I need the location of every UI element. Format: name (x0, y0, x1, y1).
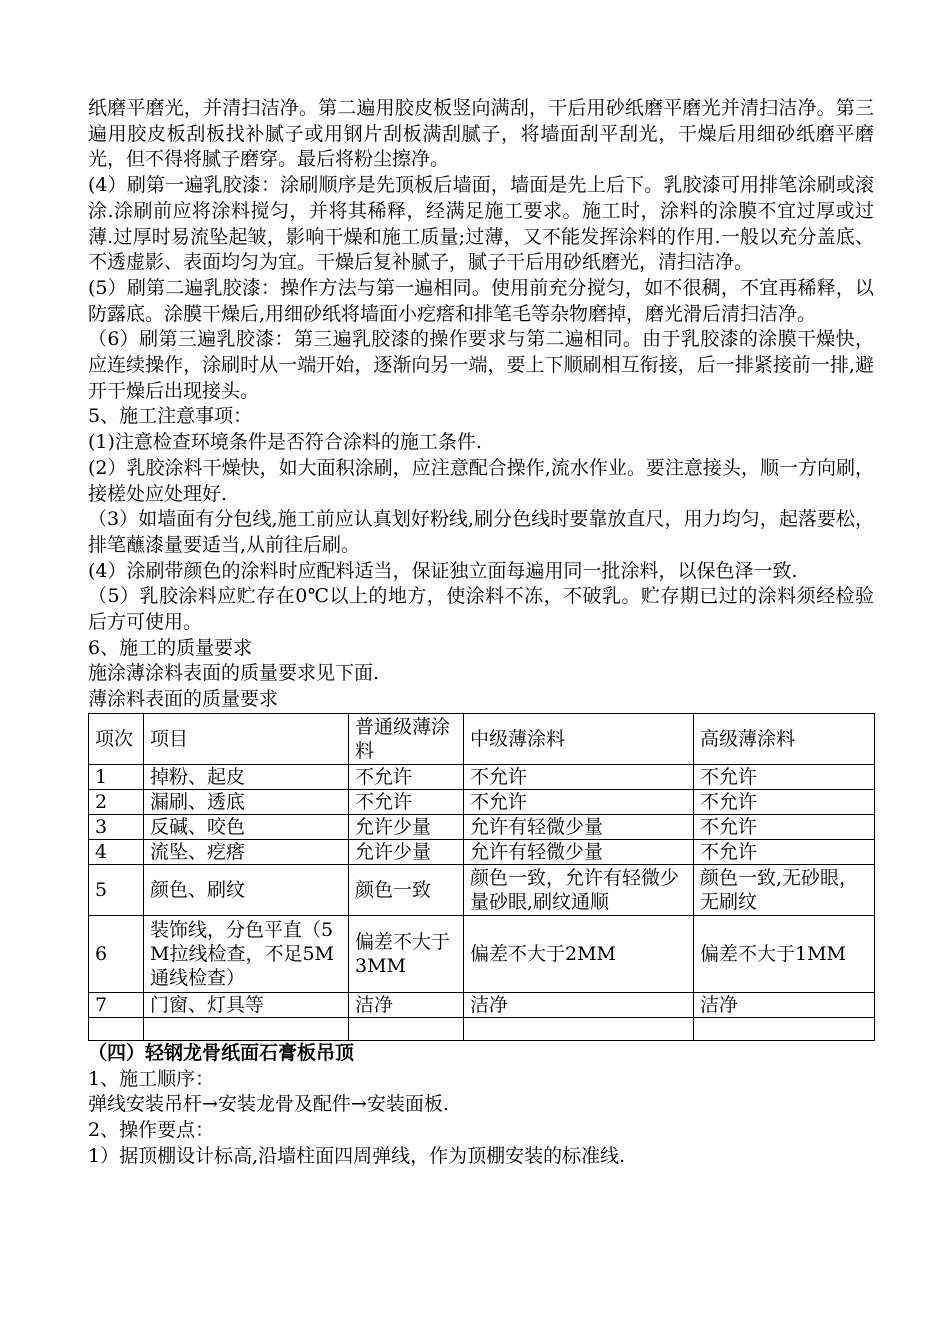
section-heading: （四）轻钢龙骨纸面石膏板吊顶 (88, 1041, 355, 1064)
table-row (89, 764, 875, 789)
table-cell: 4 (89, 839, 144, 864)
document-page (88, 96, 874, 1169)
paragraph: （3）如墙面有分包线,施工前应认真划好粉线,刷分色线时要靠放直尺，用力均匀，起落要松，排笔蘸漆量要适当,从前往后刷。 (88, 508, 874, 556)
table-header-cell: 项目 (144, 713, 349, 764)
paragraph: 纸磨平磨光，并清扫洁净。第二遍用胶皮板竖向满刮，干后用砂纸磨平磨光并清扫洁净。第三遍用胶皮板刮板找补腻子或用钢片刮板满刮腻子，将墙面刮平刮光，干燥后用细砂纸磨平磨光，但不得将腻子磨穿。最后将粉尘擦净。 (88, 97, 874, 171)
table-cell: 门窗、灯具等 (144, 992, 349, 1017)
table-cell: 洁净 (694, 992, 875, 1017)
paragraph: (2）乳胶涂料干燥快，如大面积涂刷，应注意配合操作,流水作业。要注意接头，顺一方向刷，接槎处应处理好. (88, 456, 874, 505)
table-header-cell: 高级薄涂料 (694, 713, 875, 764)
table-cell (349, 1017, 464, 1040)
table-cell (144, 1017, 349, 1040)
table-cell: 不允许 (464, 789, 694, 814)
table-row (89, 992, 875, 1017)
table-cell: 洁净 (464, 992, 694, 1017)
table-cell: 允许有轻微少量 (464, 814, 694, 839)
table-cell: 不允许 (464, 764, 694, 789)
table-row (89, 915, 875, 992)
table-cell: 反碱、咬色 (144, 814, 349, 839)
paragraph: (4）刷第一遍乳胶漆：涂刷顺序是先顶板后墙面，墙面是先上后下。乳胶漆可用排笔涂刷或滚涂.涂刷前应将涂料搅匀，并将其稀释，经满足施工要求。施工时，涂料的涂膜不宜过厚或过薄.过厚时易流坠起皱，影响干燥和施工质量;过薄，又不能发挥涂料的作用.一般以充分盖底、不透虚影、表面均匀为宜。干燥后复补腻子，腻子干后用砂纸磨光，清扫洁净。 (88, 174, 874, 274)
table-cell: 颜色、刷纹 (144, 864, 349, 915)
table-cell: 漏刷、透底 (144, 789, 349, 814)
table-cell: 不允许 (694, 839, 875, 864)
table-cell: 装饰线，分色平直（5M拉线检查，不足5M通线检查） (144, 915, 349, 992)
table-caption: 薄涂料表面的质量要求 (88, 688, 279, 711)
table-cell: 偏差不大于1MM (694, 915, 875, 992)
table-row (89, 814, 875, 839)
table-cell: 不允许 (694, 814, 875, 839)
paragraph: (4）涂刷带颜色的涂料时应配料适当，保证独立面每遍用同一批涂料，以保色泽一致. (88, 559, 798, 582)
paragraph: 1、施工顺序： (88, 1067, 215, 1090)
table-header-cell: 项次 (89, 713, 144, 764)
paragraph: (1)注意检查环境条件是否符合涂料的施工条件. (88, 431, 482, 454)
table-cell: 6 (89, 915, 144, 992)
table-cell: 5 (89, 864, 144, 915)
paragraph: 弹线安装吊杆→安装龙骨及配件→安装面板. (88, 1093, 449, 1116)
table-cell: 不允许 (694, 764, 875, 789)
table-cell: 颜色一致 (349, 864, 464, 915)
table-cell: 不允许 (694, 789, 875, 814)
table-cell: 洁净 (349, 992, 464, 1017)
table-cell: 允许少量 (349, 839, 464, 864)
table-cell: 允许少量 (349, 814, 464, 839)
paragraph: (5）刷第二遍乳胶漆：操作方法与第一遍相同。使用前充分搅匀，如不很稠，不宜再稀释，以防露底。涂膜干燥后,用细砂纸将墙面小疙瘩和排笔毛等杂物磨掉，磨光滑后清扫洁净。 (88, 276, 874, 325)
table-cell: 不允许 (349, 764, 464, 789)
table-cell: 允许有轻微少量 (464, 839, 694, 864)
table-cell: 掉粉、起皮 (144, 764, 349, 789)
table-cell: 7 (89, 992, 144, 1017)
table-cell: 3 (89, 814, 144, 839)
paragraph: 施涂薄涂料表面的质量要求见下面. (88, 662, 380, 685)
table-row (89, 864, 875, 915)
table-cell (694, 1017, 875, 1040)
table-cell (89, 1017, 144, 1040)
table-row (89, 839, 875, 864)
paragraph: 5、施工注意事项： (88, 405, 253, 428)
table-header-row (89, 713, 875, 764)
paragraph: （5）乳胶涂料应贮存在0℃以上的地方，使涂料不冻，不破乳。贮存期已过的涂料须经检验后方可使用。 (88, 585, 874, 634)
table-cell (464, 1017, 694, 1040)
paragraph: 6、施工的质量要求 (88, 636, 253, 659)
table-cell: 颜色一致,无砂眼，无刷纹 (694, 864, 875, 915)
table-header-cell: 普通级薄涂料 (349, 713, 464, 764)
table-cell: 偏差不大于3MM (349, 915, 464, 992)
quality-table (88, 713, 875, 1041)
table-cell: 偏差不大于2MM (464, 915, 694, 992)
paragraph: （6）刷第三遍乳胶漆：第三遍乳胶漆的操作要求与第二遍相同。由于乳胶漆的涂膜干燥快，应连续操作，涂刷时从一端开始，逐渐向另一端，要上下顺刷相互衔接，后一排紧接前一排,避开干燥后出现接头。 (88, 328, 874, 402)
table-cell: 2 (89, 789, 144, 814)
table-row-empty (89, 1017, 875, 1040)
table-cell: 1 (89, 764, 144, 789)
table-header-cell: 中级薄涂料 (464, 713, 694, 764)
table-cell: 颜色一致，允许有轻微少量砂眼,刷纹通顺 (464, 864, 694, 915)
paragraph: 1）据顶棚设计标高,沿墙柱面四周弹线，作为顶棚安装的标准线. (88, 1144, 626, 1167)
table-cell: 流坠、疙瘩 (144, 839, 349, 864)
paragraph: 2、操作要点： (88, 1118, 215, 1141)
table-cell: 不允许 (349, 789, 464, 814)
table-row (89, 789, 875, 814)
